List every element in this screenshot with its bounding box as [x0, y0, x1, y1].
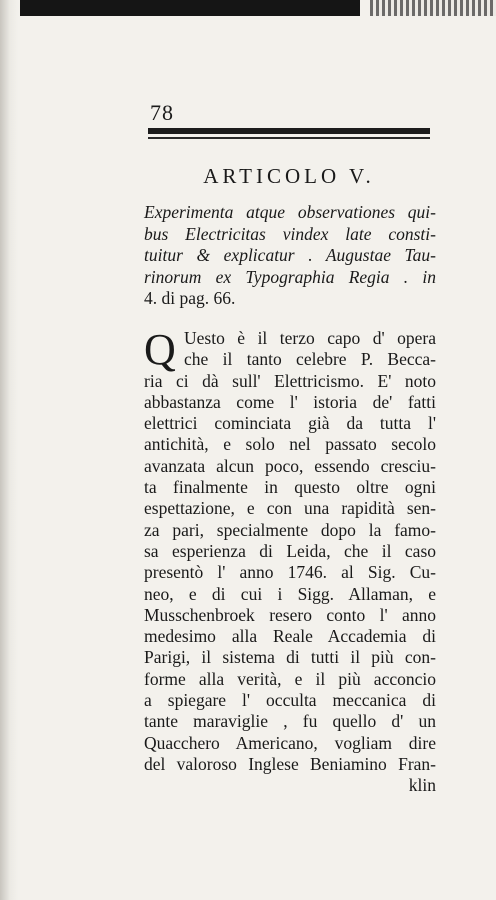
header-rule-thick — [148, 128, 430, 134]
body-line: Parigi, il sistema di tutti il più con- — [144, 647, 436, 668]
article-body — [144, 325, 436, 797]
body-line: antichità, e solo nel passato secolo — [144, 434, 436, 455]
article-heading: ARTICOLO V. — [203, 164, 375, 188]
body-line: medesimo alla Reale Accademia di — [144, 626, 436, 647]
citation-line: bus Electricitas vindex late consti- — [144, 223, 436, 244]
scan-dark-band — [20, 0, 360, 16]
body-line: ria ci dà sull' Elettricismo. E' noto — [144, 370, 436, 391]
body-line: Uesto è il terzo capo d' opera — [184, 328, 436, 348]
gutter-shadow — [0, 0, 18, 900]
citation-line: rinorum ex Typographia Regia . in — [144, 266, 436, 287]
body-line: che il tanto celebre P. Becca- — [184, 349, 436, 370]
scan-top-edge — [0, 0, 496, 16]
body-line: za pari, specialmente dopo la famo- — [144, 519, 436, 540]
header-rule-thin — [148, 137, 430, 139]
citation-line: Experimenta atque observationes qui- — [144, 202, 436, 222]
drop-cap: Q — [144, 325, 176, 374]
body-line: sa esperienza di Leida, che il caso — [144, 540, 436, 561]
body-line: del valoroso Inglese Beniamino Fran- — [144, 753, 436, 774]
body-line: a spiegare l' occulta meccanica di — [144, 690, 436, 711]
body-line: elettrici cominciata già da tutta l' — [144, 413, 436, 434]
body-line: neo, e di cui i Sigg. Allaman, e — [144, 583, 436, 604]
citation-line: 4. di pag. 66. — [144, 288, 236, 308]
body-line: klin — [408, 775, 436, 796]
body-line: Musschenbroek resero conto l' anno — [144, 604, 436, 625]
scan-speckle — [370, 0, 496, 16]
book-citation — [144, 202, 436, 310]
body-line: ta finalmente in questo oltre ogni — [144, 477, 436, 498]
page-number: 78 — [150, 100, 174, 125]
body-line: avanzata alcun poco, essendo cresciu- — [144, 455, 436, 476]
body-line: espettazione, e con una rapidità sen- — [144, 498, 436, 519]
citation-line: tuitur & explicatur . Augustae Tau- — [144, 245, 436, 265]
body-line: abbastanza come l' istoria de' fatti — [144, 391, 436, 412]
body-line: Quacchero Americano, vogliam dire — [144, 732, 436, 753]
body-line: forme alla verità, e il più acconcio — [144, 668, 436, 689]
body-line: presentò l' anno 1746. al Sig. Cu- — [144, 562, 436, 583]
body-line: tante maraviglie , fu quello d' un — [144, 711, 436, 732]
